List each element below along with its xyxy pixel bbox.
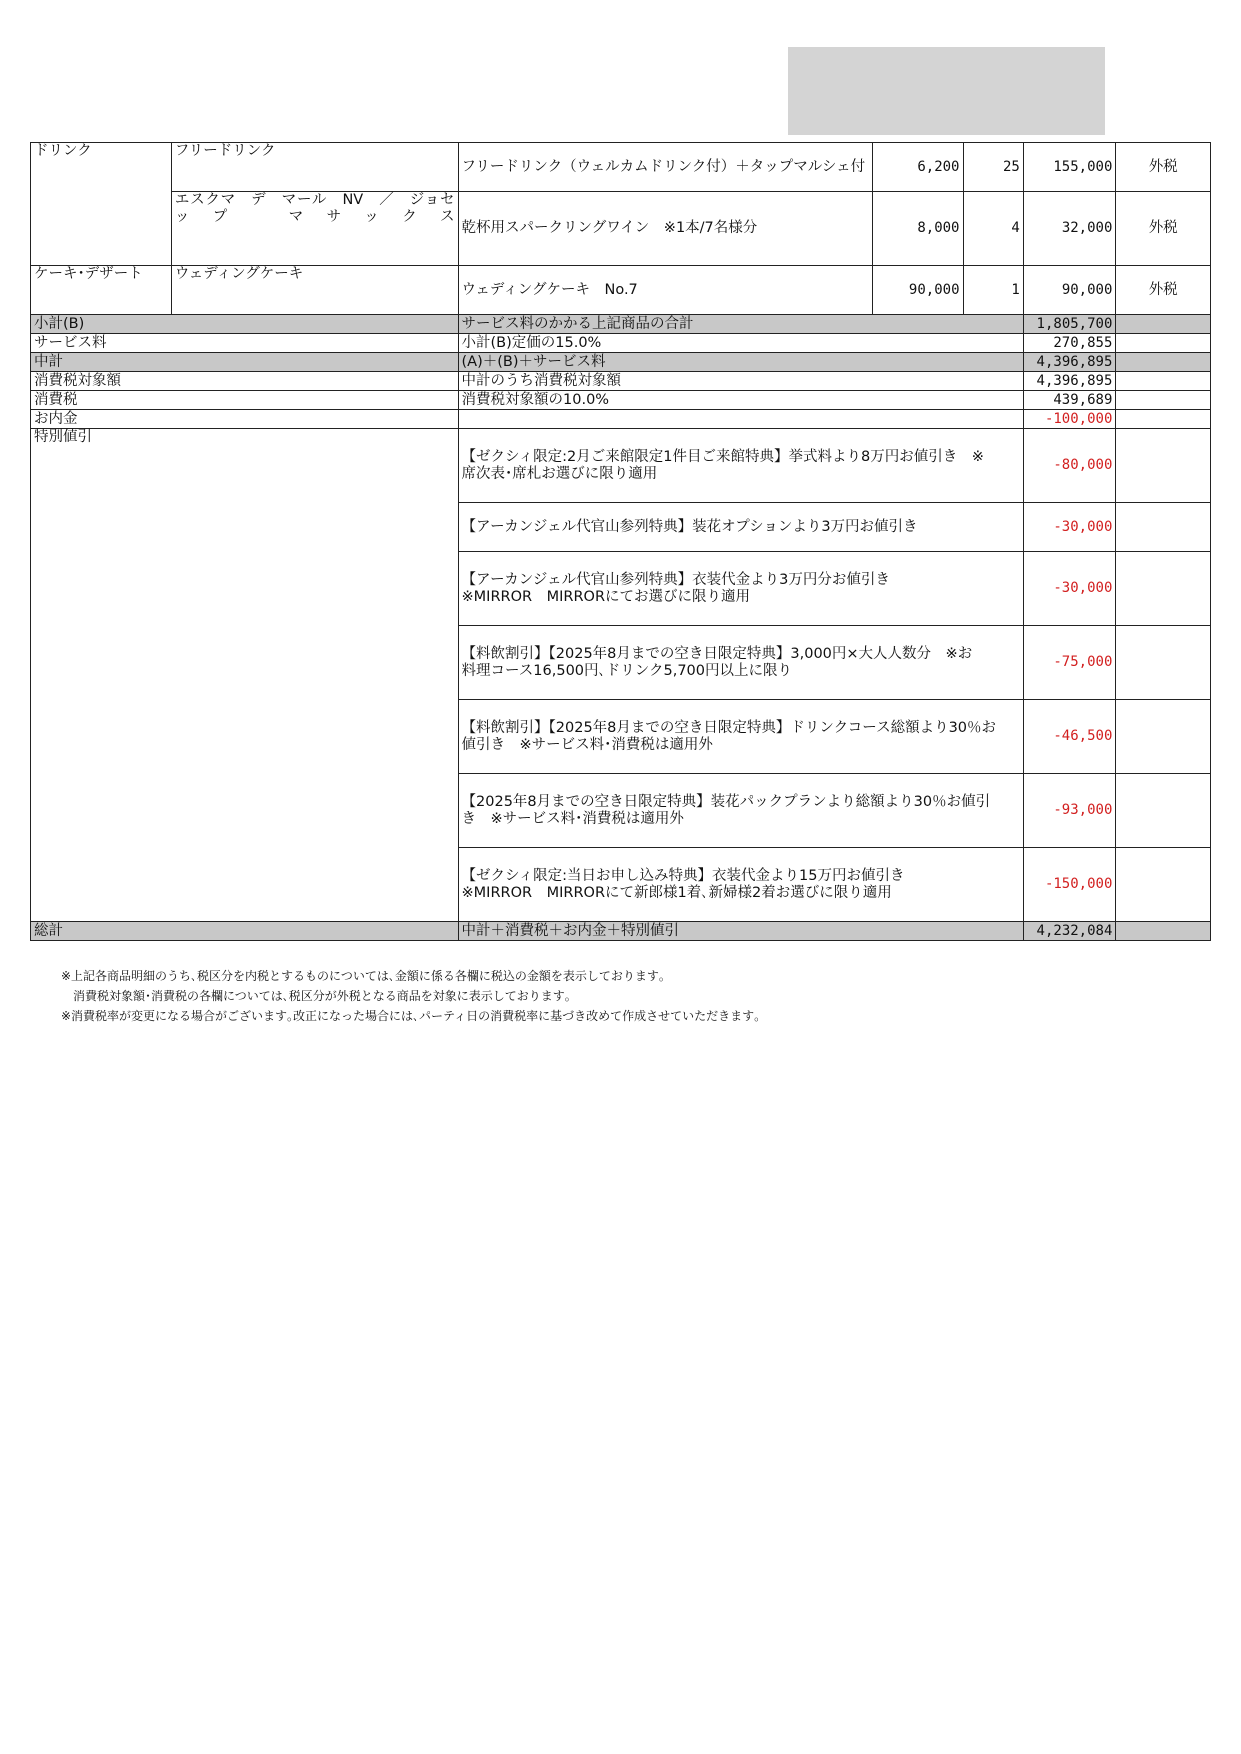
footnotes bbox=[61, 966, 760, 1026]
summary-description: 消費税対象額の10.0% bbox=[458, 391, 1023, 410]
discount-description bbox=[458, 552, 1023, 626]
tax-type-cell: 外税 bbox=[1116, 192, 1211, 266]
discount-line: ※MIRROR MIRRORにてお選びに限り適用 bbox=[461, 588, 751, 605]
summary-label: 中計 bbox=[31, 353, 459, 372]
total-description: 中計＋消費税＋お内金＋特別値引 bbox=[458, 922, 1023, 941]
discount-description bbox=[458, 503, 1023, 552]
item-description-cell: フリードリンク（ウェルカムドリンク付）＋タップマルシェ付 bbox=[458, 143, 872, 192]
discount-amount: -30,000 bbox=[1023, 552, 1116, 626]
footnote-line: 消費税対象額･消費税の各欄については､税区分が外税となる商品を対象に表示しております｡ bbox=[61, 989, 571, 1003]
summary-label: 小計(B) bbox=[31, 315, 459, 334]
unit-price-cell: 8,000 bbox=[872, 192, 963, 266]
summary-blank bbox=[1116, 410, 1211, 429]
discount-amount: -80,000 bbox=[1023, 429, 1116, 503]
footnote-line: ※消費税率が変更になる場合がございます｡改正になった場合には､パーティ日の消費税率に基づき改めて作成させていただきます｡ bbox=[61, 1009, 761, 1023]
discount-line: 【ゼクシィ限定:2月ご来館限定1件目ご来館特典】挙式料より8万円お値引き ※ bbox=[461, 448, 984, 465]
discount-description bbox=[458, 429, 1023, 503]
summary-description bbox=[458, 410, 1023, 429]
discount-amount: -93,000 bbox=[1023, 774, 1116, 848]
discount-line: 【2025年8月までの空き日限定特典】装花パックプランより総額より30％お値引 bbox=[461, 793, 991, 810]
item-name-cell: ウェディングケーキ bbox=[171, 266, 458, 315]
amount-cell: 32,000 bbox=[1023, 192, 1116, 266]
discount-blank bbox=[1116, 429, 1211, 503]
total-blank bbox=[1116, 922, 1211, 941]
item-name-cell: エスクマ デ マール NV ／ ジョセップ マサックス bbox=[171, 192, 458, 266]
tax-type-cell: 外税 bbox=[1116, 266, 1211, 315]
item-name-cell: フリードリンク bbox=[171, 143, 458, 192]
discount-blank bbox=[1116, 503, 1211, 552]
item-description-cell: 乾杯用スパークリングワイン ※1本/7名様分 bbox=[458, 192, 872, 266]
item-row bbox=[31, 192, 1211, 266]
discount-amount: -30,000 bbox=[1023, 503, 1116, 552]
summary-amount: 1,805,700 bbox=[1023, 315, 1116, 334]
item-row bbox=[31, 266, 1211, 315]
discount-description bbox=[458, 848, 1023, 922]
discount-description bbox=[458, 700, 1023, 774]
discount-line: 値引き ※サービス料･消費税は適用外 bbox=[461, 736, 713, 753]
summary-label: 消費税 bbox=[31, 391, 459, 410]
summary-amount: 439,689 bbox=[1023, 391, 1116, 410]
discount-line: ※MIRROR MIRRORにて新郎様1着､新婦様2着お選びに限り適用 bbox=[461, 884, 892, 901]
item-row bbox=[31, 143, 1211, 192]
discount-line: 料理コース16,500円､ドリンク5,700円以上に限り bbox=[461, 662, 792, 679]
summary-blank bbox=[1116, 391, 1211, 410]
service-charge-row bbox=[31, 334, 1211, 353]
summary-description: サービス料のかかる上記商品の合計 bbox=[458, 315, 1023, 334]
discount-line: 【料飲割引】【2025年8月までの空き日限定特典】3,000円×大人人数分 ※お bbox=[461, 645, 973, 662]
total-label: 総計 bbox=[31, 922, 459, 941]
discount-line: 【ゼクシィ限定:当日お申し込み特典】衣装代金より15万円お値引き bbox=[461, 867, 905, 884]
discount-blank bbox=[1116, 848, 1211, 922]
summary-description: 中計のうち消費税対象額 bbox=[458, 372, 1023, 391]
category-cell: ドリンク bbox=[31, 143, 172, 266]
subtotal-b-row bbox=[31, 315, 1211, 334]
discount-line: 席次表･席札お選びに限り適用 bbox=[461, 465, 658, 482]
summary-amount: -100,000 bbox=[1023, 410, 1116, 429]
deposit-row bbox=[31, 410, 1211, 429]
discount-row bbox=[31, 429, 1211, 503]
summary-amount: 270,855 bbox=[1023, 334, 1116, 353]
grand-total-row bbox=[31, 922, 1211, 941]
quantity-cell: 4 bbox=[963, 192, 1023, 266]
discount-blank bbox=[1116, 700, 1211, 774]
unit-price-cell: 90,000 bbox=[872, 266, 963, 315]
mid-total-row bbox=[31, 353, 1211, 372]
summary-amount: 4,396,895 bbox=[1023, 372, 1116, 391]
summary-blank bbox=[1116, 372, 1211, 391]
discount-amount: -150,000 bbox=[1023, 848, 1116, 922]
quantity-cell: 1 bbox=[963, 266, 1023, 315]
summary-amount: 4,396,895 bbox=[1023, 353, 1116, 372]
summary-description: 小計(B)定価の15.0% bbox=[458, 334, 1023, 353]
redacted-block bbox=[788, 47, 1105, 135]
discount-label: 特別値引 bbox=[31, 429, 459, 922]
discount-line: 【アーカンジェル代官山参列特典】衣装代金より3万円分お値引き bbox=[461, 571, 890, 588]
summary-description: (A)＋(B)＋サービス料 bbox=[458, 353, 1023, 372]
footnote-line: ※上記各商品明細のうち､税区分を内税とするものについては､金額に係る各欄に税込の金額を表示しております｡ bbox=[61, 969, 665, 983]
discount-amount: -46,500 bbox=[1023, 700, 1116, 774]
discount-line: 【料飲割引】【2025年8月までの空き日限定特典】ドリンクコース総額より30％お bbox=[461, 719, 997, 736]
tax-type-cell: 外税 bbox=[1116, 143, 1211, 192]
summary-blank bbox=[1116, 334, 1211, 353]
item-description-cell: ウェディングケーキ No.7 bbox=[458, 266, 872, 315]
summary-blank bbox=[1116, 353, 1211, 372]
discount-description bbox=[458, 626, 1023, 700]
discount-amount: -75,000 bbox=[1023, 626, 1116, 700]
quantity-cell: 25 bbox=[963, 143, 1023, 192]
summary-label: お内金 bbox=[31, 410, 459, 429]
estimate-table bbox=[30, 142, 1211, 941]
discount-blank bbox=[1116, 552, 1211, 626]
summary-blank bbox=[1116, 315, 1211, 334]
discount-blank bbox=[1116, 774, 1211, 848]
discount-line: き ※サービス料･消費税は適用外 bbox=[461, 810, 684, 827]
amount-cell: 90,000 bbox=[1023, 266, 1116, 315]
discount-blank bbox=[1116, 626, 1211, 700]
summary-label: サービス料 bbox=[31, 334, 459, 353]
summary-label: 消費税対象額 bbox=[31, 372, 459, 391]
amount-cell: 155,000 bbox=[1023, 143, 1116, 192]
category-cell: ケーキ･デザート bbox=[31, 266, 172, 315]
discount-description bbox=[458, 774, 1023, 848]
total-amount: 4,232,084 bbox=[1023, 922, 1116, 941]
unit-price-cell: 6,200 bbox=[872, 143, 963, 192]
consumption-tax-row bbox=[31, 391, 1211, 410]
discount-line: 【アーカンジェル代官山参列特典】装花オプションより3万円お値引き bbox=[461, 518, 918, 535]
taxable-amount-row bbox=[31, 372, 1211, 391]
